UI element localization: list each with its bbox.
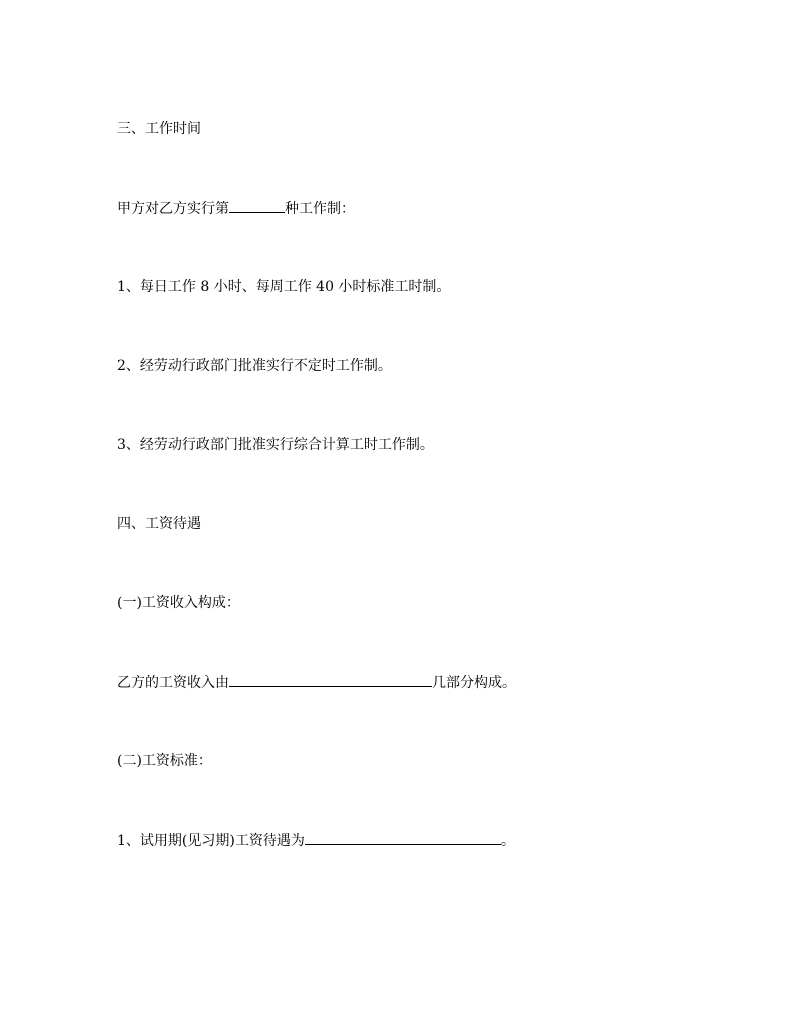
work-system-blank xyxy=(229,198,285,213)
probation-wage-clause xyxy=(117,830,515,851)
section-heading-work-time xyxy=(117,119,201,139)
option-text: 3、经劳动行政部门批准实行综合计算工时工作制。 xyxy=(117,437,434,453)
clause-suffix: 。 xyxy=(500,833,515,849)
section-heading-text: 四、工资待遇 xyxy=(117,516,201,532)
subheading-text: (二)工资标准： xyxy=(117,753,212,769)
option-text: 2、经劳动行政部门批准实行不定时工作制。 xyxy=(117,358,392,374)
probation-wage-blank xyxy=(305,830,501,845)
wage-composition-clause xyxy=(117,672,516,693)
work-system-option-comprehensive xyxy=(117,435,434,455)
section-heading-wages xyxy=(117,514,201,534)
work-system-clause xyxy=(117,198,355,219)
section-heading-text: 三、工作时间 xyxy=(117,121,201,137)
wage-composition-blank xyxy=(229,672,432,687)
subheading-wage-composition xyxy=(117,593,240,613)
subheading-wage-standard xyxy=(117,751,212,771)
work-system-option-standard xyxy=(117,277,450,297)
clause-suffix: 种工作制： xyxy=(285,201,355,217)
clause-suffix: 几部分构成。 xyxy=(432,675,516,691)
work-system-option-flexible xyxy=(117,356,392,376)
clause-prefix: 1、试用期(见习期)工资待遇为 xyxy=(117,833,305,849)
option-text: 1、每日工作 8 小时、每周工作 40 小时标准工时制。 xyxy=(117,279,451,295)
clause-prefix: 甲方对乙方实行第 xyxy=(117,201,229,217)
subheading-text: (一)工资收入构成： xyxy=(117,595,240,611)
clause-prefix: 乙方的工资收入由 xyxy=(117,675,229,691)
